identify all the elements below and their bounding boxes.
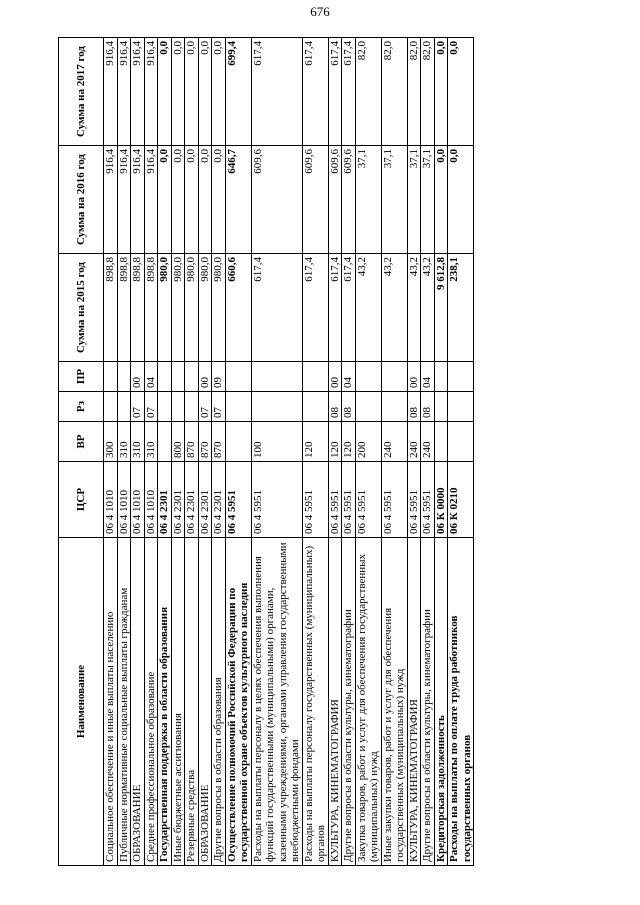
cell-csr: 06 4 1010 <box>117 462 131 538</box>
cell-csr: 06 4 2301 <box>171 462 185 538</box>
header-rz: Рз <box>59 392 104 422</box>
cell-csr: 06 4 5951 <box>342 462 356 538</box>
table-row <box>171 38 185 866</box>
rotated-page-content <box>58 38 620 866</box>
cell-name: Расходы на выплаты по оплате труда работников государственных органов <box>448 538 474 866</box>
cell-pr <box>448 362 474 392</box>
rotated-table-container <box>58 38 620 866</box>
cell-2017: 82,0 <box>407 38 421 146</box>
cell-csr: 06 4 2301 <box>212 462 226 538</box>
cell-vr <box>434 422 448 462</box>
cell-pr: 04 <box>421 362 435 392</box>
cell-2017: 0,0 <box>171 38 185 146</box>
cell-vr: 870 <box>198 422 212 462</box>
cell-pr <box>171 362 185 392</box>
cell-pr <box>381 362 407 392</box>
cell-vr: 240 <box>381 422 407 462</box>
cell-pr: 00 <box>328 362 342 392</box>
table-row <box>117 38 131 866</box>
cell-rz: 08 <box>407 392 421 422</box>
cell-2016: 37,1 <box>381 146 407 254</box>
table-row <box>381 38 407 866</box>
cell-2017: 617,4 <box>342 38 356 146</box>
cell-vr: 120 <box>342 422 356 462</box>
cell-2016: 609,6 <box>251 146 302 254</box>
cell-2017: 617,4 <box>302 38 328 146</box>
cell-2015: 617,4 <box>328 254 342 362</box>
cell-2015: 9 612,8 <box>434 254 448 362</box>
cell-2015: 238,1 <box>448 254 474 362</box>
cell-pr: 00 <box>407 362 421 392</box>
table-row <box>407 38 421 866</box>
budget-table <box>58 37 474 866</box>
table-row <box>225 38 251 866</box>
cell-csr: 06 4 2301 <box>185 462 199 538</box>
cell-2015: 43,2 <box>381 254 407 362</box>
cell-name: Иные закупки товаров, работ и услуг для обеспечения государственных (муниципальных) нужд <box>381 538 407 866</box>
header-2017: Сумма на 2017 год <box>59 38 104 146</box>
cell-2015: 43,2 <box>421 254 435 362</box>
header-2015: Сумма на 2015 год <box>59 254 104 362</box>
cell-vr: 120 <box>302 422 328 462</box>
cell-2015: 898,8 <box>131 254 145 362</box>
cell-2017: 0,0 <box>212 38 226 146</box>
cell-2016: 916,4 <box>144 146 158 254</box>
cell-2017: 0,0 <box>158 38 172 146</box>
cell-2017: 916,4 <box>104 38 118 146</box>
cell-csr: 06 4 2301 <box>198 462 212 538</box>
cell-vr: 310 <box>131 422 145 462</box>
table-row <box>355 38 381 866</box>
cell-csr: 06 4 5951 <box>225 462 251 538</box>
header-name: Наименование <box>59 538 104 866</box>
table-row <box>158 38 172 866</box>
cell-2016: 0,0 <box>198 146 212 254</box>
cell-2017: 0,0 <box>185 38 199 146</box>
cell-pr <box>185 362 199 392</box>
cell-vr <box>225 422 251 462</box>
table-row <box>144 38 158 866</box>
cell-pr <box>104 362 118 392</box>
cell-2016: 0,0 <box>158 146 172 254</box>
cell-pr <box>117 362 131 392</box>
cell-vr <box>158 422 172 462</box>
cell-rz <box>355 392 381 422</box>
cell-2017: 82,0 <box>355 38 381 146</box>
cell-2016: 646,7 <box>225 146 251 254</box>
cell-csr: 06 4 1010 <box>144 462 158 538</box>
cell-rz <box>117 392 131 422</box>
cell-name: Социальное обеспечение и иные выплаты населению <box>104 538 118 866</box>
cell-2017: 916,4 <box>144 38 158 146</box>
page-number: 676 <box>310 4 330 19</box>
cell-rz <box>158 392 172 422</box>
cell-rz <box>225 392 251 422</box>
cell-pr <box>251 362 302 392</box>
cell-rz <box>381 392 407 422</box>
cell-pr: 00 <box>198 362 212 392</box>
cell-csr: 06 4 5951 <box>407 462 421 538</box>
cell-2017: 0,0 <box>448 38 474 146</box>
cell-name: Среднее профессиональное образование <box>144 538 158 866</box>
cell-pr <box>158 362 172 392</box>
cell-name: ОБРАЗОВАНИЕ <box>198 538 212 866</box>
cell-csr: 06 4 5951 <box>328 462 342 538</box>
cell-2015: 898,8 <box>144 254 158 362</box>
table-row <box>212 38 226 866</box>
header-vr: ВР <box>59 422 104 462</box>
table-row <box>434 38 448 866</box>
cell-pr: 09 <box>212 362 226 392</box>
header-2016: Сумма на 2016 год <box>59 146 104 254</box>
table-body <box>104 38 474 866</box>
cell-2017: 916,4 <box>117 38 131 146</box>
table-row <box>131 38 145 866</box>
cell-rz <box>104 392 118 422</box>
cell-csr: 06 4 5951 <box>381 462 407 538</box>
cell-vr <box>448 422 474 462</box>
cell-vr: 240 <box>421 422 435 462</box>
cell-2015: 980,0 <box>171 254 185 362</box>
cell-name: Расходы на выплаты персоналу государственных (муниципальных) органов <box>302 538 328 866</box>
table-row <box>421 38 435 866</box>
cell-2015: 898,8 <box>104 254 118 362</box>
cell-2016: 0,0 <box>448 146 474 254</box>
cell-name: Другие вопросы в области образования <box>212 538 226 866</box>
table-row <box>251 38 302 866</box>
cell-2016: 609,6 <box>328 146 342 254</box>
cell-csr: 06 4 5951 <box>355 462 381 538</box>
cell-2015: 43,2 <box>355 254 381 362</box>
cell-2016: 0,0 <box>212 146 226 254</box>
cell-csr: 06 4 5951 <box>251 462 302 538</box>
cell-2015: 980,0 <box>158 254 172 362</box>
cell-rz: 07 <box>198 392 212 422</box>
cell-2017: 617,4 <box>328 38 342 146</box>
cell-pr <box>355 362 381 392</box>
cell-csr: 06 4 1010 <box>131 462 145 538</box>
cell-2017: 0,0 <box>434 38 448 146</box>
cell-name: Осуществление полномочий Российской Федерации по государственной охране объектов культурного наследия <box>225 538 251 866</box>
cell-2015: 980,0 <box>185 254 199 362</box>
cell-vr: 240 <box>407 422 421 462</box>
cell-vr: 100 <box>251 422 302 462</box>
cell-name: Расходы на выплаты персоналу в целях обеспечения выполнения функций государственными (муниципальными) органами, казенными учреждениями, органами управления государственными внебюджетными фондами <box>251 538 302 866</box>
cell-vr: 800 <box>171 422 185 462</box>
cell-rz <box>171 392 185 422</box>
cell-name: Другие вопросы в области культуры, кинематографии <box>342 538 356 866</box>
cell-2016: 37,1 <box>407 146 421 254</box>
cell-2017: 916,4 <box>131 38 145 146</box>
table-row <box>302 38 328 866</box>
cell-2017: 0,0 <box>198 38 212 146</box>
table-row <box>198 38 212 866</box>
cell-2015: 617,4 <box>302 254 328 362</box>
cell-rz <box>448 392 474 422</box>
cell-2016: 0,0 <box>171 146 185 254</box>
cell-vr: 310 <box>117 422 131 462</box>
table-row <box>448 38 474 866</box>
cell-2016: 37,1 <box>355 146 381 254</box>
cell-csr: 06 4 5951 <box>302 462 328 538</box>
cell-name: КУЛЬТУРА, КИНЕМАТОГРАФИЯ <box>407 538 421 866</box>
cell-rz: 08 <box>342 392 356 422</box>
table-row <box>328 38 342 866</box>
cell-rz: 08 <box>328 392 342 422</box>
cell-2015: 898,8 <box>117 254 131 362</box>
cell-rz <box>302 392 328 422</box>
cell-pr <box>302 362 328 392</box>
cell-2017: 82,0 <box>381 38 407 146</box>
cell-2015: 980,0 <box>212 254 226 362</box>
cell-2017: 699,4 <box>225 38 251 146</box>
cell-csr: 06 К 0210 <box>448 462 474 538</box>
cell-2016: 916,4 <box>117 146 131 254</box>
header-pr: ПР <box>59 362 104 392</box>
cell-pr <box>434 362 448 392</box>
cell-pr: 04 <box>342 362 356 392</box>
cell-vr: 300 <box>104 422 118 462</box>
cell-pr: 00 <box>131 362 145 392</box>
cell-name: ОБРАЗОВАНИЕ <box>131 538 145 866</box>
cell-2016: 37,1 <box>421 146 435 254</box>
cell-2016: 0,0 <box>185 146 199 254</box>
cell-rz: 08 <box>421 392 435 422</box>
cell-csr: 06 4 2301 <box>158 462 172 538</box>
cell-rz: 07 <box>144 392 158 422</box>
cell-2015: 617,4 <box>251 254 302 362</box>
cell-csr: 06 4 5951 <box>421 462 435 538</box>
cell-pr: 04 <box>144 362 158 392</box>
cell-rz <box>185 392 199 422</box>
cell-rz: 07 <box>212 392 226 422</box>
cell-vr: 870 <box>185 422 199 462</box>
cell-rz: 07 <box>131 392 145 422</box>
cell-name: Закупка товаров, работ и услуг для обеспечения государственных (муниципальных) нужд <box>355 538 381 866</box>
cell-2017: 617,4 <box>251 38 302 146</box>
cell-2016: 609,6 <box>342 146 356 254</box>
table-row <box>342 38 356 866</box>
cell-2016: 0,0 <box>434 146 448 254</box>
cell-2015: 43,2 <box>407 254 421 362</box>
cell-rz <box>251 392 302 422</box>
cell-vr: 870 <box>212 422 226 462</box>
cell-2015: 617,4 <box>342 254 356 362</box>
table-row <box>104 38 118 866</box>
cell-rz <box>434 392 448 422</box>
cell-name: КУЛЬТУРА, КИНЕМАТОГРАФИЯ <box>328 538 342 866</box>
cell-name: Кредиторская задолженность <box>434 538 448 866</box>
cell-2015: 980,0 <box>198 254 212 362</box>
header-csr: ЦСР <box>59 462 104 538</box>
cell-vr: 200 <box>355 422 381 462</box>
cell-name: Другие вопросы в области культуры, кинематографии <box>421 538 435 866</box>
cell-vr: 120 <box>328 422 342 462</box>
cell-2017: 82,0 <box>421 38 435 146</box>
cell-name: Резервные средства <box>185 538 199 866</box>
table-header-row <box>59 38 104 866</box>
cell-2016: 916,4 <box>104 146 118 254</box>
cell-csr: 06 4 1010 <box>104 462 118 538</box>
cell-name: Публичные нормативные социальные выплаты гражданам <box>117 538 131 866</box>
cell-name: Государственная поддержка в области образования <box>158 538 172 866</box>
cell-name: Иные бюджетные ассигнования <box>171 538 185 866</box>
table-row <box>185 38 199 866</box>
cell-2016: 609,6 <box>302 146 328 254</box>
cell-pr <box>225 362 251 392</box>
cell-2015: 660,6 <box>225 254 251 362</box>
cell-2016: 916,4 <box>131 146 145 254</box>
cell-vr: 310 <box>144 422 158 462</box>
cell-csr: 06 К 0000 <box>434 462 448 538</box>
